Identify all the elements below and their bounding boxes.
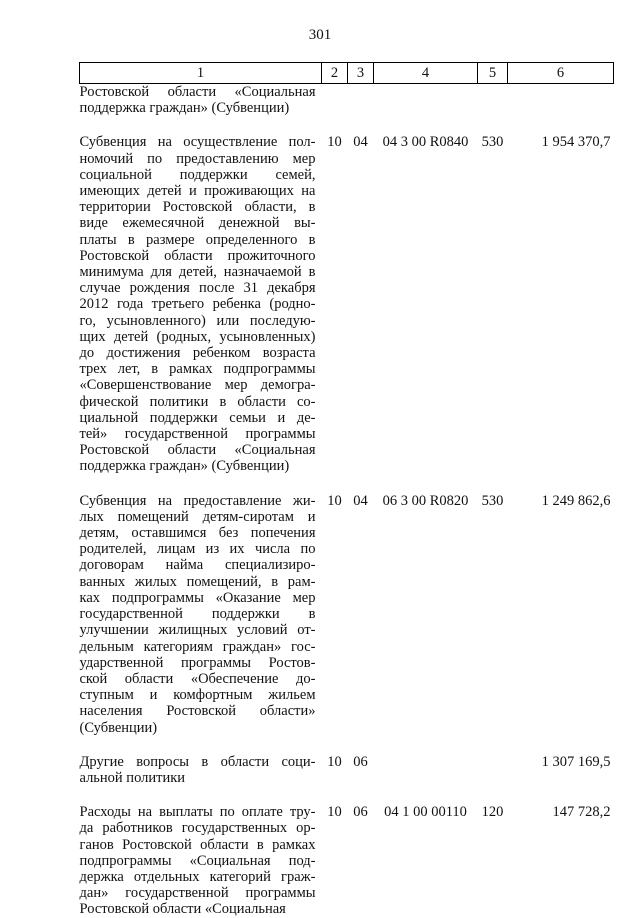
description-line: подпрограммы «Социальная под- [79, 852, 316, 869]
description-line: Расходы на выплаты по оплате тру- [79, 804, 316, 821]
description-line: тей» государственной программы [79, 426, 316, 443]
description-line: государственной поддержки в [79, 606, 316, 623]
description-line: до достижения ребенком возраста [79, 345, 316, 362]
description-line: да работников государственных ор- [79, 820, 316, 837]
description-line: ванных жилых помещений, в рам- [79, 573, 316, 590]
description-line: ганов Ростовской области в рамках [79, 836, 316, 853]
description-line: трех лет, в рамках подпрограммы [79, 361, 316, 378]
column-header-row [80, 63, 614, 84]
description-line: ступным и комфортным жильем [79, 687, 316, 704]
row-description [80, 84, 322, 117]
table-row [80, 134, 614, 474]
spacer-cell [80, 786, 614, 804]
description-line: ударственной программы Ростов- [79, 654, 316, 671]
column-header: 5 [478, 63, 508, 84]
row-description [80, 134, 322, 474]
section-code: 10 [327, 134, 342, 151]
description-line: фической политики в области со- [79, 393, 316, 410]
section-code: 10 [327, 753, 342, 770]
section-code: 10 [327, 804, 342, 821]
description-line: Ростовской области «Социальная [79, 901, 286, 918]
table-row [80, 493, 614, 736]
row-spacer [80, 475, 614, 493]
target-article-code: 04 3 00 R0840 [382, 134, 469, 151]
spacer-cell [80, 736, 614, 754]
row-spacer [80, 736, 614, 754]
subsection-code: 06 [353, 804, 368, 821]
description-line: (Субвенции) [79, 719, 158, 736]
description-line: 2012 года третьего ребенка (родно- [79, 296, 316, 313]
page-number: 301 [308, 27, 332, 43]
description-line: Ростовской области «Социальная [79, 84, 316, 100]
expense-type-code: 120 [481, 804, 504, 821]
description-line: ской области «Обеспечение до- [79, 670, 316, 687]
description-line: случае рождения после 31 декабря [79, 280, 316, 297]
subsection-code: 04 [353, 492, 368, 509]
amount: 1 954 370,7 [541, 134, 611, 151]
row-description [80, 754, 322, 786]
description-line: улучшении жилищных условий от- [79, 622, 316, 639]
table-body [80, 84, 614, 918]
section-code: 10 [327, 492, 342, 509]
subsection-code: 06 [353, 753, 368, 770]
description-line: родителей, лицам из их числа по [79, 541, 316, 558]
table-row [80, 84, 614, 117]
spacer-cell [80, 116, 614, 134]
expense-type-code: 530 [481, 134, 504, 151]
description-line: детям, оставшимся без попечения [79, 525, 316, 542]
expense-type-code [478, 754, 508, 786]
description-line: го, усыновленного) или последую- [79, 312, 316, 329]
description-line: дан» государственной программы [79, 885, 316, 902]
expense-type-code [478, 84, 508, 117]
column-header: 3 [348, 63, 374, 84]
target-article-code [374, 754, 478, 786]
description-line: щих детей (родных, усыновленных) [79, 328, 316, 345]
description-line: поддержка граждан» (Субвенции) [79, 458, 290, 475]
section-code [322, 84, 348, 117]
description-line: номочий по предоставлению мер [79, 150, 316, 167]
amount: 1 249 862,6 [541, 492, 611, 509]
description-line: Ростовской области «Социальная [79, 442, 316, 459]
amount: 147 728,2 [552, 804, 611, 821]
description-line: договорам найма специализиро- [79, 557, 316, 574]
description-line: ках подпрограммы «Оказание мер [79, 589, 316, 606]
amount [508, 84, 614, 117]
description-line: имеющих детей и проживающих на [79, 183, 316, 200]
description-line: циальной поддержки семьи и де- [79, 409, 316, 426]
amount: 1 307 169,5 [541, 753, 611, 770]
description-line: виде ежемесячной денежной вы- [79, 215, 316, 232]
description-line: социальной поддержки семей, [79, 166, 316, 183]
column-header: 4 [374, 63, 478, 84]
row-spacer [80, 786, 614, 804]
description-line: дельным категориям граждан» гос- [79, 638, 316, 655]
target-article-code: 06 3 00 R0820 [382, 492, 469, 509]
description-line: Другие вопросы в области соци- [79, 753, 316, 770]
spacer-cell [80, 475, 614, 493]
column-header: 1 [80, 63, 322, 84]
description-line: Ростовской области прожиточного [79, 247, 316, 264]
description-line: минимума для детей, назначаемой в [79, 264, 316, 281]
description-line: держка отдельных категорий граж- [79, 868, 316, 885]
description-line: Субвенция на осуществление пол- [79, 134, 316, 151]
subsection-code [348, 84, 374, 117]
subsection-code: 04 [353, 134, 368, 151]
description-line: альной политики [79, 769, 186, 786]
row-description [80, 804, 322, 917]
expense-type-code: 530 [481, 492, 504, 509]
table-row [80, 754, 614, 786]
row-description [80, 493, 322, 736]
description-line: Субвенция на предоставление жи- [79, 492, 316, 509]
table-row [80, 804, 614, 917]
description-line: поддержка граждан» (Субвенции) [79, 100, 290, 117]
description-line: лых помещений детям-сиротам и [79, 508, 316, 525]
description-line: платы в размере определенного в [79, 231, 316, 248]
row-spacer [80, 116, 614, 134]
column-header: 6 [508, 63, 614, 84]
description-line: территории Ростовской области, в [79, 199, 316, 216]
target-article-code [374, 84, 478, 117]
description-line: «Совершенствование мер демогра- [79, 377, 316, 394]
target-article-code: 04 1 00 00110 [384, 804, 467, 821]
description-line: населения Ростовской области» [79, 703, 316, 720]
budget-table [79, 62, 614, 918]
column-header: 2 [322, 63, 348, 84]
